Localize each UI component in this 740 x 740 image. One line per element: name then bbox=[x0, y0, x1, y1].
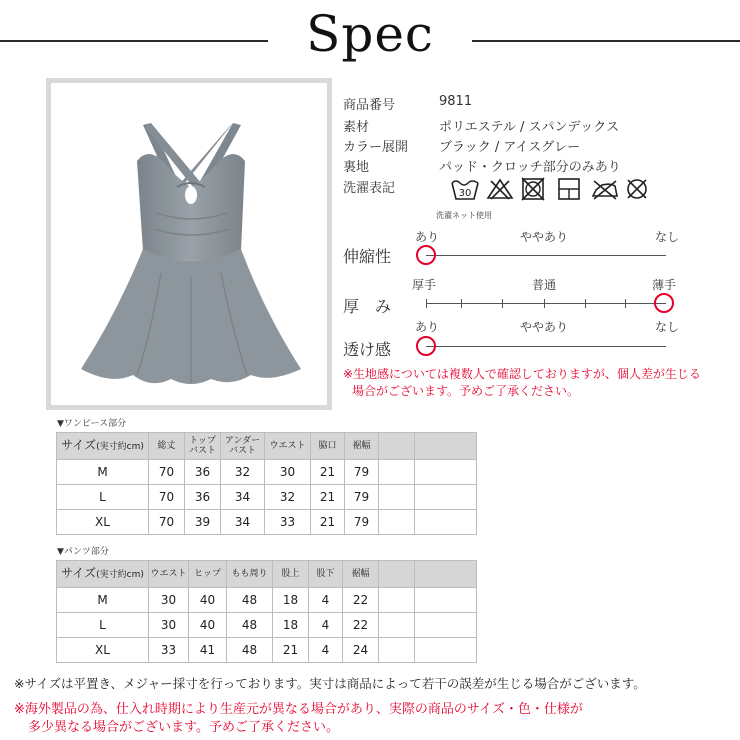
stretch-low-label: あり bbox=[415, 230, 440, 244]
value-cell bbox=[415, 510, 477, 535]
value-cell bbox=[415, 638, 477, 663]
value-cell: 79 bbox=[345, 460, 379, 485]
title-rule-left bbox=[0, 40, 268, 42]
header-cell: ヒップ bbox=[189, 561, 227, 588]
size-cell: L bbox=[57, 613, 149, 638]
onepiece-section-label: ▼ワンピース部分 bbox=[57, 419, 127, 429]
pants-section-label: ▼パンツ部分 bbox=[57, 547, 109, 557]
size-header-unit: (実寸約cm) bbox=[96, 442, 144, 452]
stretch-marker bbox=[416, 245, 436, 265]
sheer-label: 透け感 bbox=[343, 340, 392, 359]
value-cell: 32 bbox=[265, 485, 311, 510]
table-row bbox=[57, 510, 477, 535]
stretch-label: 伸縮性 bbox=[343, 247, 392, 266]
value-cell bbox=[379, 460, 415, 485]
stretch-high-label: なし bbox=[655, 230, 680, 244]
sheer-scale-line bbox=[426, 346, 666, 347]
value-cell: 40 bbox=[189, 588, 227, 613]
value-cell bbox=[379, 638, 415, 663]
value-cell: 32 bbox=[221, 460, 265, 485]
header-cell: 裾幅 bbox=[343, 561, 379, 588]
thickness-tick bbox=[544, 299, 545, 308]
value-cell: 4 bbox=[309, 588, 343, 613]
thickness-marker bbox=[654, 293, 674, 313]
product-photo bbox=[46, 78, 332, 410]
spec-value: ポリエステル / スパンデックス bbox=[439, 120, 620, 135]
no-tumble-dry-icon bbox=[520, 177, 546, 201]
spec-label: 商品番号 bbox=[343, 98, 396, 113]
value-cell: 70 bbox=[149, 460, 185, 485]
value-cell: 18 bbox=[273, 613, 309, 638]
value-cell: 4 bbox=[309, 613, 343, 638]
value-cell: 24 bbox=[343, 638, 379, 663]
value-cell: 40 bbox=[189, 613, 227, 638]
header-cell: 脇口 bbox=[311, 433, 345, 460]
header-cell: 総丈 bbox=[149, 433, 185, 460]
thickness-tick bbox=[625, 299, 626, 308]
header-cell bbox=[379, 433, 415, 460]
value-cell: 39 bbox=[185, 510, 221, 535]
value-cell: 36 bbox=[185, 485, 221, 510]
pants-size-table bbox=[56, 560, 477, 663]
thickness-tick bbox=[502, 299, 503, 308]
spec-value: 9811 bbox=[439, 94, 473, 109]
thickness-tick bbox=[585, 299, 586, 308]
header-cell bbox=[415, 433, 477, 460]
size-cell: M bbox=[57, 460, 149, 485]
stretch-mid-label: ややあり bbox=[520, 230, 569, 244]
size-cell: M bbox=[57, 588, 149, 613]
value-cell: 4 bbox=[309, 638, 343, 663]
value-cell bbox=[379, 588, 415, 613]
onepiece-size-table bbox=[56, 432, 477, 535]
thickness-tick bbox=[426, 299, 427, 308]
swim-dress-image bbox=[51, 83, 327, 405]
value-cell: 70 bbox=[149, 485, 185, 510]
thickness-low-label: 厚手 bbox=[412, 278, 437, 292]
value-cell: 18 bbox=[273, 588, 309, 613]
spec-label: 裏地 bbox=[343, 160, 370, 175]
header-cell: もも周り bbox=[227, 561, 273, 588]
header-cell: ウエスト bbox=[149, 561, 189, 588]
thickness-scale-line bbox=[426, 303, 666, 304]
fabric-note-line1: ※生地感については複数人で確認しておりますが、個人差が生じる bbox=[343, 367, 701, 381]
spec-label: 素材 bbox=[343, 120, 370, 135]
value-cell: 21 bbox=[311, 460, 345, 485]
thickness-tick bbox=[461, 299, 462, 308]
no-bleach-icon bbox=[486, 177, 514, 201]
size-header-label: サイズ bbox=[61, 438, 97, 452]
value-cell: 33 bbox=[265, 510, 311, 535]
size-header-cell bbox=[57, 561, 149, 588]
value-cell: 36 bbox=[185, 460, 221, 485]
spec-value: パッド・クロッチ部分のみあり bbox=[439, 160, 621, 175]
value-cell: 21 bbox=[273, 638, 309, 663]
value-cell bbox=[415, 485, 477, 510]
value-cell: 21 bbox=[311, 510, 345, 535]
value-cell bbox=[379, 613, 415, 638]
value-cell: 33 bbox=[149, 638, 189, 663]
page-title: Spec bbox=[306, 5, 434, 63]
stretch-scale-line bbox=[426, 255, 666, 256]
sheer-marker bbox=[416, 336, 436, 356]
value-cell bbox=[379, 510, 415, 535]
value-cell bbox=[415, 460, 477, 485]
fabric-note-line2: 場合がございます。予めご了承ください。 bbox=[352, 384, 580, 398]
sheer-mid-label: ややあり bbox=[520, 320, 569, 334]
no-dry-clean-icon bbox=[624, 177, 650, 201]
header-cell bbox=[379, 561, 415, 588]
header-cell: 股上 bbox=[273, 561, 309, 588]
header-cell: 裾幅 bbox=[345, 433, 379, 460]
table-row bbox=[57, 613, 477, 638]
sheer-high-label: なし bbox=[655, 320, 680, 334]
thickness-mid-label: 普通 bbox=[532, 278, 557, 292]
wash-tub-icon bbox=[450, 177, 480, 201]
size-footnote: ※サイズは平置き、メジャー採寸を行っております。実寸は商品によって若干の誤差が生じる場合がございます。 bbox=[14, 676, 646, 691]
size-cell: L bbox=[57, 485, 149, 510]
value-cell: 48 bbox=[227, 588, 273, 613]
table-row bbox=[57, 638, 477, 663]
title-rule-right bbox=[472, 40, 740, 42]
thickness-label: 厚 み bbox=[343, 297, 392, 316]
value-cell bbox=[379, 485, 415, 510]
table-header-row bbox=[57, 433, 477, 460]
size-header-label: サイズ bbox=[61, 566, 97, 580]
size-cell: XL bbox=[57, 638, 149, 663]
value-cell: 30 bbox=[149, 613, 189, 638]
value-cell: 34 bbox=[221, 510, 265, 535]
overseas-footnote-line2: 多少異なる場合がございます。予めご了承ください。 bbox=[28, 720, 339, 735]
spec-label: カラー展開 bbox=[343, 140, 409, 155]
spec-label: 洗濯表記 bbox=[343, 181, 396, 196]
size-cell: XL bbox=[57, 510, 149, 535]
value-cell: 48 bbox=[227, 613, 273, 638]
header-cell: 股下 bbox=[309, 561, 343, 588]
size-header-cell bbox=[57, 433, 149, 460]
value-cell: 70 bbox=[149, 510, 185, 535]
value-cell: 21 bbox=[311, 485, 345, 510]
line-dry-icon bbox=[556, 177, 582, 201]
wash-note: 洗濯ネット使用 bbox=[436, 211, 492, 220]
value-cell: 41 bbox=[189, 638, 227, 663]
sheer-low-label: あり bbox=[415, 320, 440, 334]
spec-value: ブラック / アイスグレー bbox=[439, 140, 581, 155]
table-row bbox=[57, 485, 477, 510]
value-cell bbox=[415, 613, 477, 638]
value-cell: 22 bbox=[343, 588, 379, 613]
overseas-footnote-line1: ※海外製品の為、仕入れ時期により生産元が異なる場合があり、実際の商品のサイズ・色・仕様が bbox=[14, 702, 583, 717]
table-header-row bbox=[57, 561, 477, 588]
value-cell: 30 bbox=[265, 460, 311, 485]
header-cell: トップ バスト bbox=[185, 433, 221, 460]
size-header-unit: (実寸約cm) bbox=[96, 570, 144, 580]
value-cell: 30 bbox=[149, 588, 189, 613]
value-cell: 22 bbox=[343, 613, 379, 638]
header-cell: アンダー バスト bbox=[221, 433, 265, 460]
value-cell: 79 bbox=[345, 510, 379, 535]
table-row bbox=[57, 460, 477, 485]
thickness-high-label: 薄手 bbox=[652, 278, 677, 292]
value-cell: 34 bbox=[221, 485, 265, 510]
no-iron-icon bbox=[590, 177, 620, 201]
value-cell bbox=[415, 588, 477, 613]
value-cell: 48 bbox=[227, 638, 273, 663]
wash-temp: 30 bbox=[458, 188, 472, 199]
value-cell: 79 bbox=[345, 485, 379, 510]
header-cell bbox=[415, 561, 477, 588]
header-cell: ウエスト bbox=[265, 433, 311, 460]
table-row bbox=[57, 588, 477, 613]
